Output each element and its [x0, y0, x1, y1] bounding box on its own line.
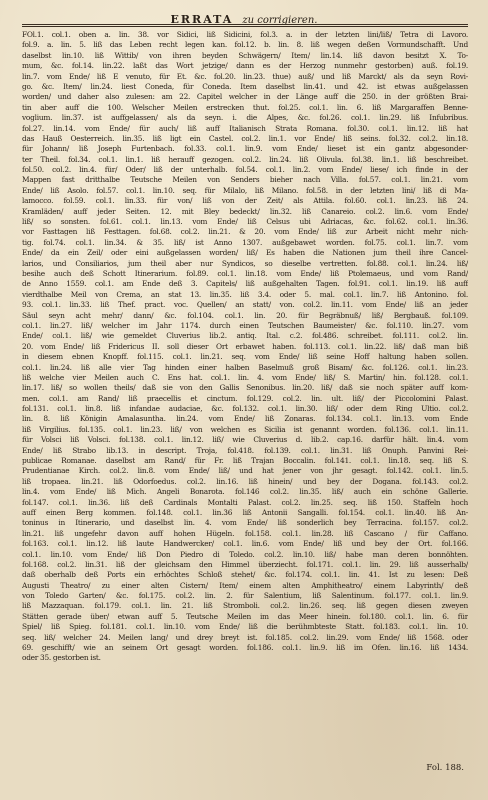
- errata-line: 69. geschifft/ wie an seinem Ort gesagt worden. fol.186. col.1. lin.9. liß im Ofen. lin.16. liß 1434.: [22, 643, 468, 653]
- errata-line: fol.163. col.1. lin.12. liß laute Handwercker/ col.1. lin.6. vom Ende/ liß und bey der Ort. fol.166.: [22, 539, 468, 549]
- errata-line: col.1. lin.24. liß alle vier Tag hinden einer halben Baselmuß groß Bisam/ &c. fol.126. col.1. lin.23.: [22, 362, 468, 372]
- errata-line: besihe auch deß Schott Itinerarium. fol.89. col.1. lin.18. vom Ende/ liß Ptolemaeus, und vom Rand/: [22, 268, 468, 278]
- errata-line: in diesem ebnen Knopff. fol.115. col.1. lin.21. seq. vom Ende/ liß seine Hoff haltung haben sollen.: [22, 352, 468, 362]
- errata-line: mum, &c. fol.14. lin.22. laßt das Wort jetzige/ dann es der Herzog nunmehr gestorben) auß. fol.19.: [22, 61, 468, 71]
- errata-line: Stätten gerade über/ etwan auff 5. Teutsche Meilen im das Meer hinein. fol.180. col.1. lin. 6. für: [22, 611, 468, 621]
- errata-line: Prudentianae Kirch. col.2. lin.8. vom Ende/ liß/ und hat jener von jhr gesagt. fol.142. col.1. lin.5.: [22, 466, 468, 476]
- errata-line: col.1. lin.27. liß/ welcher im Jahr 1174. durch einen Teutschen Baumeister/ &c. fol.110. lin.27. vom: [22, 320, 468, 330]
- errata-line: von Toledo Garten/ &c. fol.175. col.2. lin. 2. für Salentium, liß Salentinum. fol.177. col.1. lin.9.: [22, 591, 468, 601]
- errata-line: lin.21. liß ungefehr davon auff hohen Hügeln. fol.158. col.1. lin.28. liß Cascano / für Caffano.: [22, 528, 468, 538]
- errata-line: Spiel/ liß Spieg. fol.181. col.1. lin.10. vom Ende/ liß die berühmbteste Statt. fol.183. col.1. lin. 10.: [22, 622, 468, 632]
- errata-line: lin.7. vom Ende/ liß E venuto, für Et. &c. fol.20. lin.23. thue) auß/ und liß Marckt/ als da seyn Rovi-: [22, 71, 468, 81]
- errata-line: fol.27. lin.14. vom Ende/ für auch/ liß auff Italianisch Strata Romana. fol.30. col.1. lin.12. liß hat: [22, 123, 468, 133]
- errata-line: daselbst lin.10. liß Wittib/ von ihren beyden Schwägern/ Item/ lin.14. liß davon besitzt X. To-: [22, 50, 468, 60]
- errata-line: col.1. lin.10. vom Ende/ liß Don Piedro di Toledo. col.2. lin.10. liß/ habe man deren bonnöhten.: [22, 549, 468, 559]
- errata-line: men. col.1. am Rand/ liß praecellis et cinctum. fol.129. col.2. lin. ult. liß/ der Piccolomini Palast.: [22, 393, 468, 403]
- errata-line: lin.4. vom Ende/ liß Mich. Angeli Bonarota. fol.146 col.2. lin.35. liß/ auch ein schöne Gallerie.: [22, 487, 468, 497]
- errata-line: liß Virgilius. fol.135. col.1. lin.23. liß/ von welchen es Sicilia ist genannt worden. fol.136. col.1. lin.11.: [22, 424, 468, 434]
- errata-line: tig. fol.74. col.1. lin.34. & 35. liß/ ist Anno 1307. außgebawet worden. fol.75. col.1. lin.7. vom: [22, 237, 468, 247]
- errata-line: das Hauß Oesterreich. lin.35. liß ligt ein Castel. col.2. lin.1. vor Ende/ liß seins. fol.32. col.2. lin.18.: [22, 133, 468, 143]
- errata-line: go. &c. Item/ lin.24. liest Coneda, für Coneda. Item daselbst lin.41. und 42. ist etwas außgelassen: [22, 81, 468, 91]
- errata-line: fol.9. a. lin. 5. liß das Leben recht legen kan. fol.12. b. lin. 8. liß wegen deßen Vormundschafft. Und: [22, 40, 468, 50]
- errata-line: für Volsci liß Volsci. fol.138. col.1. lin.12. liß/ wie Cluverius d. lib.2. cap.16. darfür hält. lin.4. vom: [22, 435, 468, 445]
- errata-line: Ende/ liß Strabo lib.13. in descript. Troja, fol.418. fol.139. col.1. lin.31. liß Onuph. Panvini Rei-: [22, 445, 468, 455]
- errata-line: liß tropaea. lin.21. liß Odorfoedus. col.2. lin.16. liß hinein/ und bey der Dogana. fol.143. col.2.: [22, 476, 468, 486]
- errata-line: Kramläden/ auff jeder Seiten. 12. mit Bley bedeckt/ lin.32. liß Canareio. col.2. lin.6. vom Ende/: [22, 206, 468, 216]
- errata-line: liß/ so sonsten. fol.61. col.1. lin.13. vom Ende/ liß Celsus ubi Adriacas, &c. fol.62. col.1. lin.36.: [22, 217, 468, 227]
- errata-line: lin.17. liß/ so wollen theils/ daß sie von den Gallis Senonibus. lin.20. liß/ daß sie noch später auff kom-: [22, 383, 468, 393]
- errata-line: vor Fasttagen liß Festtagen. fol.68. col.2. lin.21. & 20. vom Ende/ liß zur Arbeit nicht mehr nich-: [22, 227, 468, 237]
- errata-line: tin aber auff die 100. Welscher Meilen erstrecken thut. fol.25. col.1. lin. 6. liß Margaraffen Benne-: [22, 102, 468, 112]
- errata-line: fol.131. col.1. lin.8. liß infandae audaciae, &c. fol.132. col.1. lin.30. liß/ oder dem Ring Ultio. col.2.: [22, 404, 468, 414]
- errata-line: Säul seyn acht mehr/ dann/ &c. fol.104. col.1. lin. 20. für Begräbnuß/ liß/ Bergbauß. fol.109.: [22, 310, 468, 320]
- errata-line: Ende/ col.1. liß/ wie gemeldet Cluverius lib.2. antiq. Ital. c.2. fol.486. schreibet. fol.111. col.2. lin.: [22, 331, 468, 341]
- errata-line: liß welche vier Meilen auch C. Ens hat. col.1. lin. 4. vom Ende/ liß/ S. Martin/ hin. fol.128. col.1.: [22, 372, 468, 382]
- errata-line: oder 35. gestorben ist.: [22, 653, 101, 663]
- errata-line: worden/ und daher also zulesen: am 22. Capitel welcher in der Länge auff die 250. in der größten Brai-: [22, 92, 468, 102]
- errata-line: larios, und Consiliarios, jum theil aber nur Syndicos, so dieselbe vertretten. fol.88. col.1. lin.24. liß/: [22, 258, 468, 268]
- errata-line: vierdthalbe Meil von Crema, an stat 13. lin.35. liß 3.4. oder 5. mal. col.1. lin.7. liß Antonino. fol.: [22, 289, 468, 299]
- errata-line: für Johann/ liß Joseph Furtenbach. fol.33. col.1. lin.9. vom Ende/ lieset ist ein gantz abgesonder-: [22, 144, 468, 154]
- errata-line: fol.168. col.2. lin.31. liß der gleichsam den Himmel überziecht. fol.171. col.1. lin. 29. liß ausserhalb/: [22, 559, 468, 569]
- errata-line: de Anno 1559. col.1. am Ende deß 3. Capitels/ liß außgehalten Tagen. fol.91. col.1. lin.19. liß auff: [22, 279, 468, 289]
- errata-line: Ende/ da ein Zeil/ oder eini außgelassen worden/ liß/ Es haben die Nationen jum theil ihre Cancel-: [22, 248, 468, 258]
- page-title: ERRATA: [170, 13, 234, 26]
- errata-line: voglium. lin.37. ist auffgelassen/ als da seyn. i. die Alpes, &c. fol.26. col.1. lin.29. liß Infubribus.: [22, 113, 468, 123]
- folio-number: Fol. 188.: [426, 763, 464, 773]
- errata-line: FOl.1. col.1. oben a. lin. 38. vor Sidici, liß Sidicini, fol.3. a. in der letzten lini/liß/ Tetra di Lavoro.: [22, 30, 468, 39]
- header-rule-double: [22, 26, 468, 27]
- errata-line: Ende/ liß Asolo. fol.57. col.1. lin.10. seq. für Milalo, liß Milano. fol.58. in der letzten lini/ liß di Ma-: [22, 185, 468, 195]
- errata-line: fol.147. col.1. lin.36. liß deß Cardinals Montalti Palast. col.2. lin.25. seq. liß 150. Staffeln hoch: [22, 497, 468, 507]
- errata-text-block: [22, 30, 468, 664]
- errata-line: lin. 8. liß Königin Amalasuntha. lin.24. vom Ende/ liß Zonaras. fol.134. col.1. lin.13. vom Ende: [22, 414, 468, 424]
- page-subtitle: zu corrigieren.: [242, 15, 318, 26]
- errata-line: liß Mazzaquan. fol.179. col.1. lin. 21. liß Stromboli. col.2. lin.26. seq. liß gegen diesen zweyen: [22, 601, 468, 611]
- errata-line: Augusti Theatro/ zu einer alten Cistern/ Item/ einem alten Amphitheatro/ einem Labyrinth/ deß: [22, 580, 468, 590]
- errata-line: lamocco. fol.59. col.1. lin.33. für von/ liß von der Zeit/ als Attila. fol.60. col.1. lin.23. liß 24.: [22, 196, 468, 206]
- errata-line: 20. vom Ende/ liß Fridericus II. soll dieser Ort erbawet haben. fol.113. col.1. lin.22. liß/ daß man biß: [22, 341, 468, 351]
- errata-line: fol.50. col.2. lin.4. für/ Oder/ liß der unterhalb. fol.54. col.1. lin.2. vom Ende/ liese/ ich finde in der: [22, 165, 468, 175]
- errata-line: daß oberhalb deß Ports ein erhöchtes Schloß stehet/ &c. fol.174. col.1. lin. 41. Ist zu lesen: Deß: [22, 570, 468, 580]
- errata-line: publicae Romanae. daselbst am Rand/ für Fr. liß Trajan Boccalin. fol.141. col.1. lin.18. seq. liß S.: [22, 456, 468, 466]
- errata-line: auff einen Berg kommen. fol.148. col.1. lin.36 liß Antonii Sangalli. fol.154. col.1. lin.40. liß An-: [22, 507, 468, 517]
- errata-line: ter Theil. fol.34. col.1. lin.1. liß herauff gezogen. col.2. lin.24. liß Olivula. fol.38. lin.1. liß beschreibet.: [22, 154, 468, 164]
- errata-line: seq. liß/ welcher 24. Meilen lang/ und drey breyt ist. fol.185. col.2. lin.29. vom Ende/ liß 1568. oder: [22, 632, 468, 642]
- errata-line: Mappen fast dritthalbe Teutsche Meilen von Senders bieher nach Villa. fol.57. col.1. lin.21. vom: [22, 175, 468, 185]
- errata-line: 93. col.1. lin.33. liß Thef. pract. voc. Quellen/ an statt/ von. col.2. lin.11. vom Ende/ liß an jeder: [22, 300, 468, 310]
- errata-line: toninus in Itinerario, und daselbst lin. 4. vom Ende/ liß sonderlich bey Terracina. fol.157. col.2.: [22, 518, 468, 528]
- header-rule: [22, 24, 468, 25]
